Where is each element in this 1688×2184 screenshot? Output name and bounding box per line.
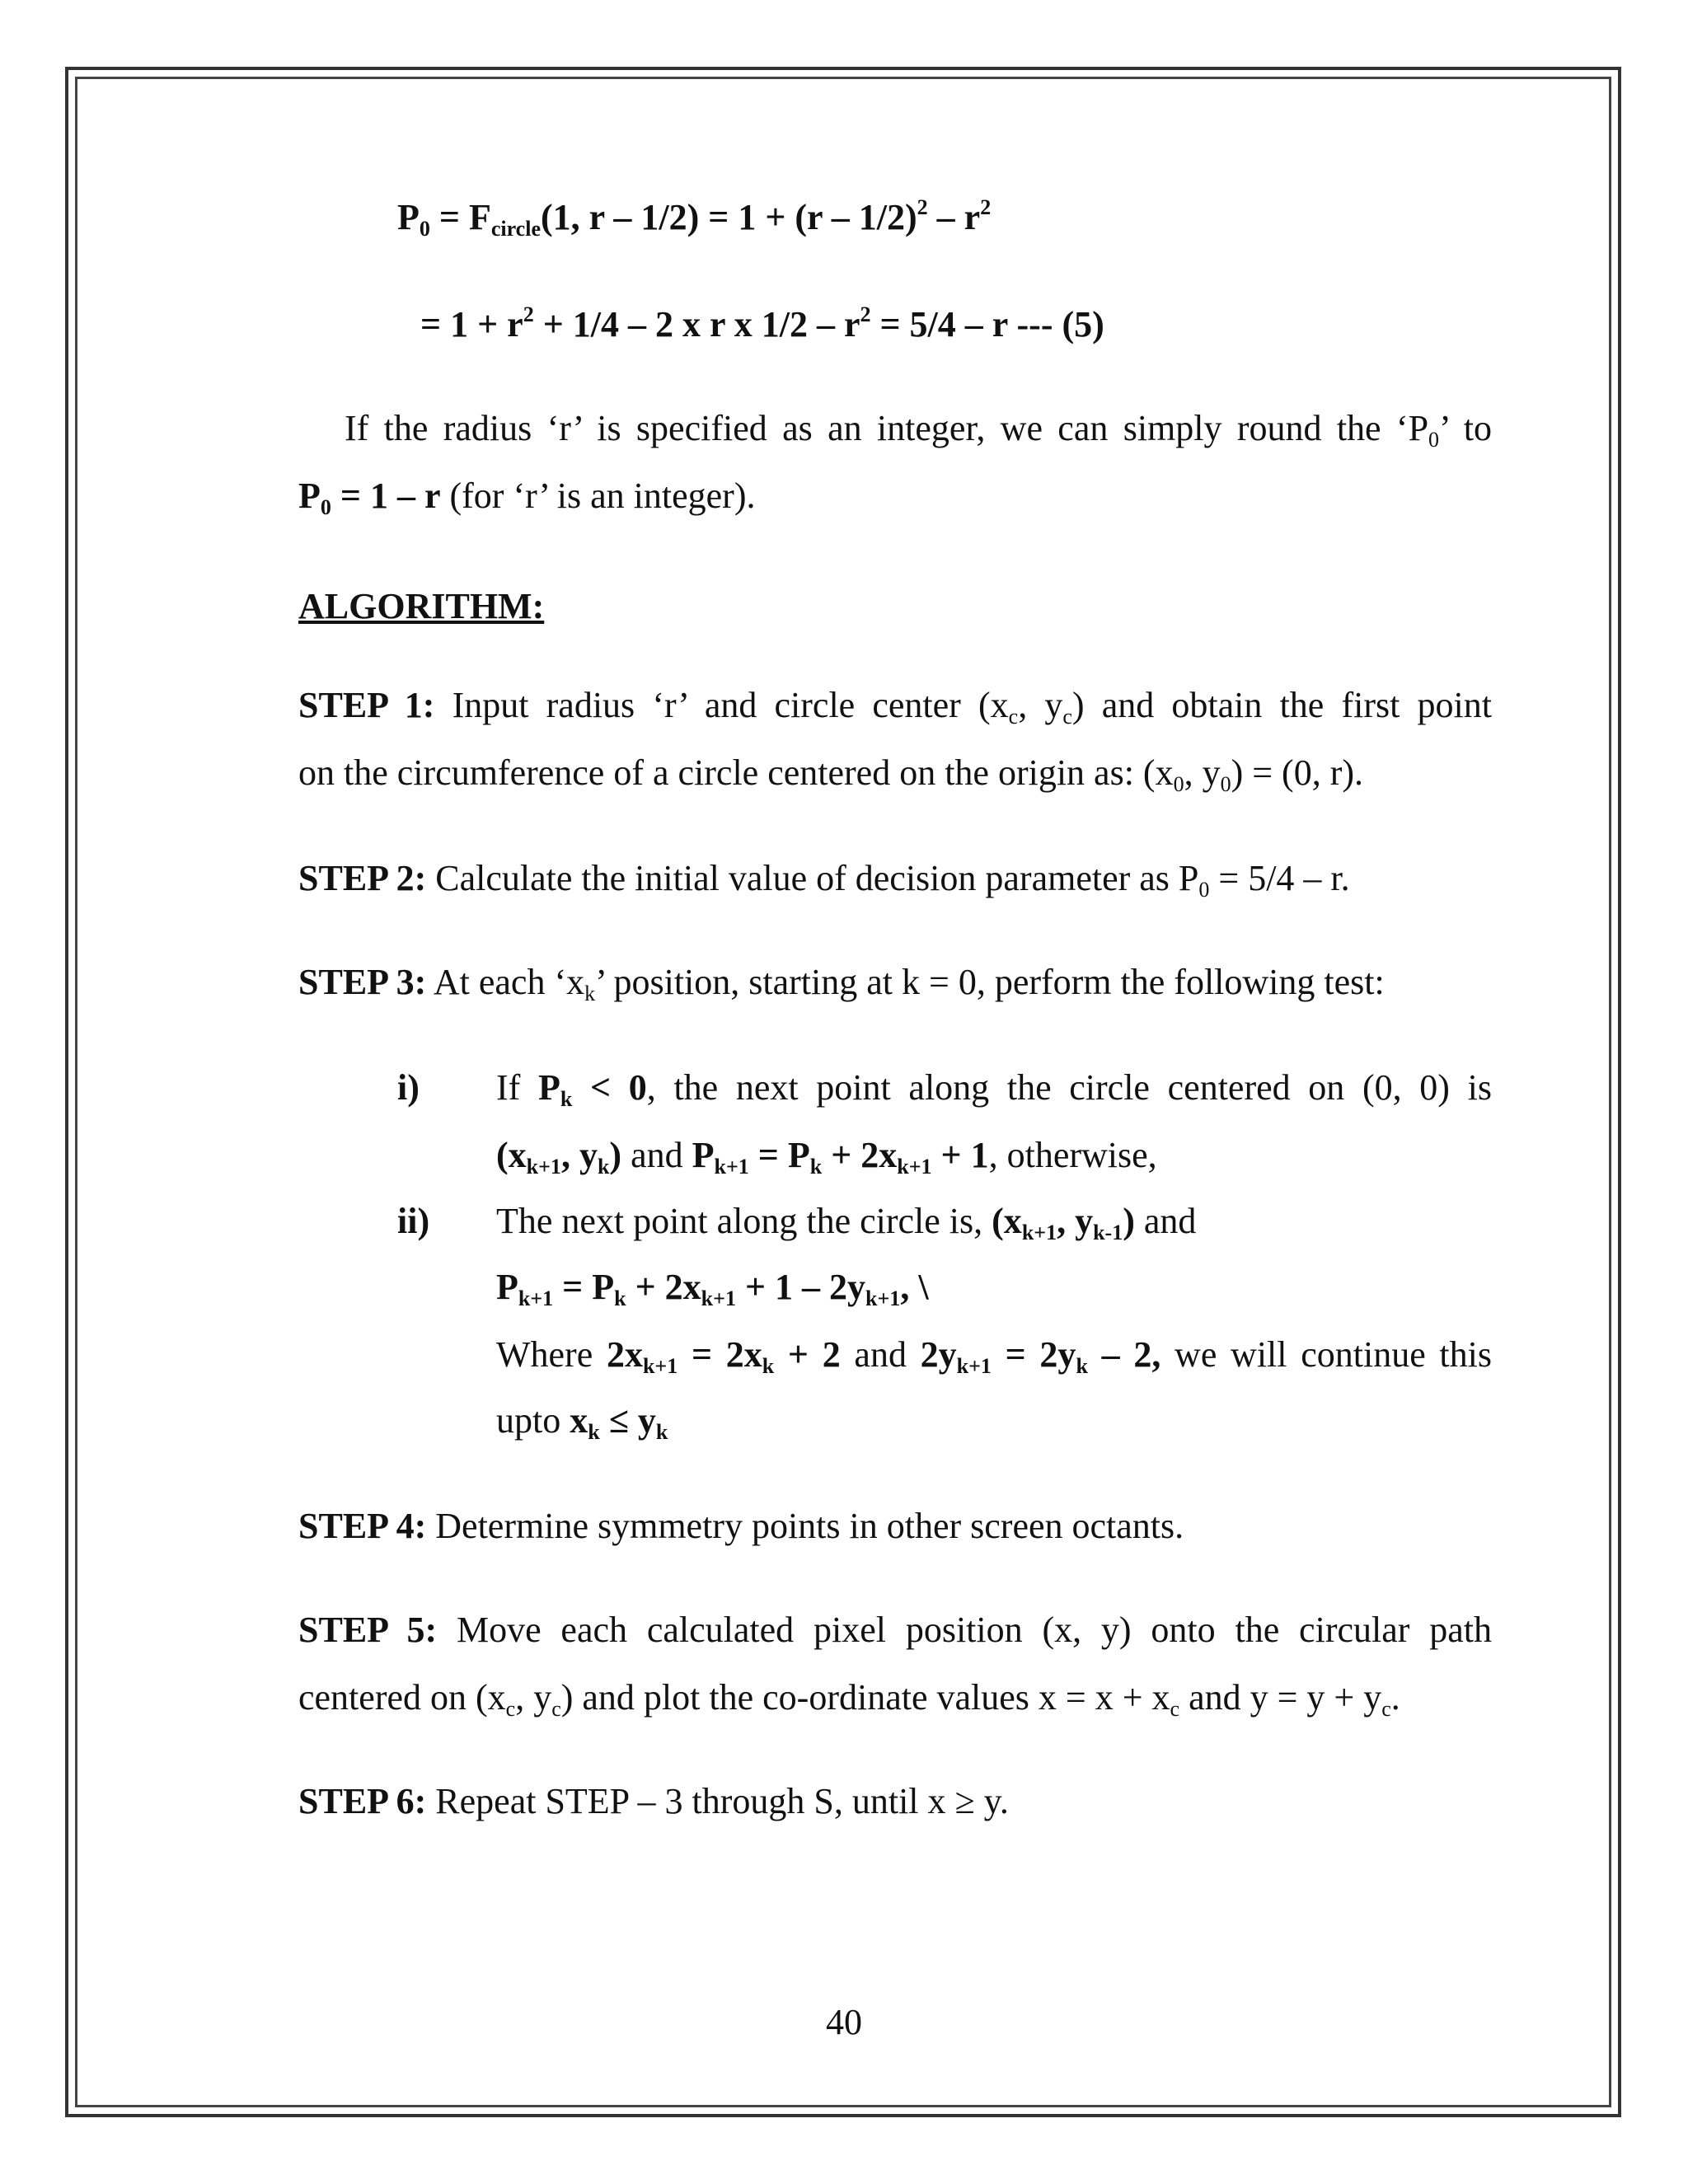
substep-ii-number: ii) (397, 1201, 430, 1241)
substep-i-line2: ($x_{k+1}$, $y_k$) and $P_{k+1} = P_k + 2x_{k+1} + 1$, otherwise, (496, 1135, 1157, 1179)
page-number: 40 (826, 2002, 862, 2042)
substep-ii-line1: The next point along the circle is, ($x_{k+1}$, $y_{k-1}$) and (496, 1201, 1197, 1244)
substep-i-line1: If $P_k < 0$, the next point along the circle centered on (0, 0) is (496, 1067, 1492, 1111)
substep-ii-line2: $P_{k+1} = P_k + 2x_{k+1} + 1 - 2y_{k+1}$, \ (496, 1267, 929, 1310)
step-4: STEP 4: Determine symmetry points in other screen octants. (298, 1506, 1184, 1546)
step-5-line1: STEP 5: Move each calculated pixel position (x, y) onto the circular path (298, 1610, 1492, 1650)
step-5-line2: centered on ($x_c$, $y_c$) and plot the co-ordinate values $x = x + x_c$ and $y = y + y_c$. (298, 1677, 1400, 1721)
step-1-line2: on the circumference of a circle centered on the origin as: ($x_0$, $y_0) = (0$, r). (298, 752, 1364, 796)
step-1-line1: STEP 1: Input radius ‘r’ and circle center ($x_c$, $y_c$) and obtain the first point (298, 685, 1492, 729)
paragraph-radius-line1: If the radius ‘r’ is specified as an integer, we can simply round the ‘$P_0$’ to (345, 408, 1492, 452)
paragraph-radius-line2: $P_0 = 1 - r$ (for ‘r’ is an integer). (298, 476, 756, 519)
step-3: STEP 3: At each ‘$x_k$’ position, starting at k = 0, perform the following test: (298, 962, 1385, 1005)
equation-simplified: = $1 + r^2 + 1/4 - 2$ x r x $1/2 - r^2 = 5/4 - r$ --- (5) (420, 302, 1104, 344)
equation-p0: $P_0 = F_{circle}(1$, $r - 1/2) = 1 + (r - 1/2)^2 - r^2$ (397, 195, 992, 241)
step-6: STEP 6: Repeat STEP – 3 through S, until x ≥ y. (298, 1781, 1009, 1821)
algorithm-heading: ALGORITHM: (298, 586, 545, 626)
substep-i-number: i) (397, 1067, 420, 1108)
substep-ii-line4: upto $x_k \le y_k$ (496, 1400, 668, 1444)
substep-ii-line3: Where $2x_{k+1} = 2x_k + 2$ and $2y_{k+1} = 2y_k - 2$, we will continue this (496, 1334, 1492, 1378)
step-2: STEP 2: Calculate the initial value of decision parameter as $P_0 = 5/4 - r$. (298, 858, 1350, 902)
